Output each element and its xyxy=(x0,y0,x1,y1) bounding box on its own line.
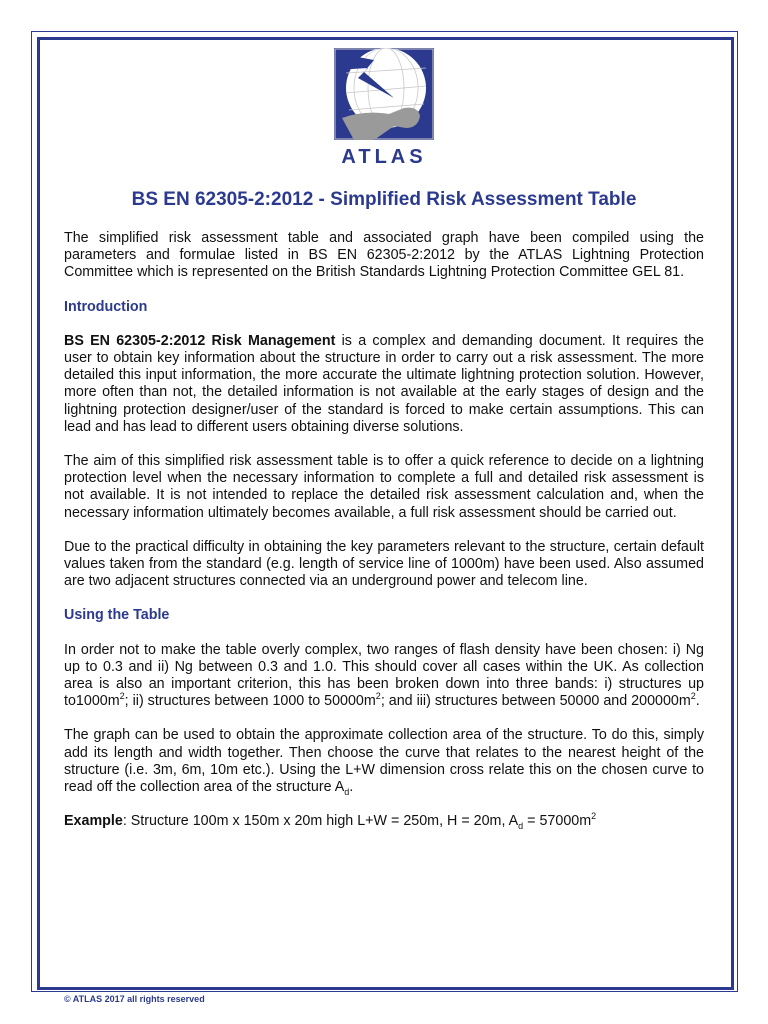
introduction-heading: Introduction xyxy=(64,298,148,315)
example-label: Example xyxy=(64,813,123,830)
document-title: BS EN 62305-2:2012 - Simplified Risk Assessment Table xyxy=(131,189,637,210)
paragraph-text: = 57000m xyxy=(523,813,592,830)
bold-term: BS EN 62305-2:2012 Risk Management xyxy=(64,332,336,349)
paragraph-text: . xyxy=(349,779,354,796)
subscript: d xyxy=(344,786,350,797)
superscript: 2 xyxy=(690,691,696,702)
using-paragraph-1 xyxy=(64,642,704,711)
paragraph-text: In order not to make the table overly complex, two ranges of flash density have been chosen: i) Ng up to 0.3 and ii) Ng between 0.3 and 1.0. This should cover all cases within the UK. As collection area is also an important criterion, this has been broken down into three bands: i) structures up to1000m xyxy=(64,641,704,710)
introduction-paragraph-1 xyxy=(64,333,704,436)
example-paragraph xyxy=(64,813,704,830)
paragraph-text: is a complex and demanding document. It requires the user to obtain key information about the structure in order to carry out a risk assessment. The more detailed this input information, the more accurate the ultimate lightning protection solution. However, more often than not, the detailed information is not available at the early stages of design and the lightning protection designer/user of the standard is forced to make certain assumptions. This can lead and has lead to different users obtaining diverse solutions. xyxy=(64,332,705,435)
using-table-heading: Using the Table xyxy=(64,607,170,624)
using-paragraph-2 xyxy=(64,727,704,796)
svg-text:ATLAS: ATLAS xyxy=(341,146,427,168)
introduction-paragraph-3: Due to the practical difficulty in obtaining the key parameters relevant to the structure, certain default values taken from the standard (e.g. length of service line of 1000m) have been used. Also assumed are two adjacent structures connected via an underground power and telecom line. xyxy=(64,538,704,590)
superscript: 2 xyxy=(591,811,597,822)
introduction-paragraph-2: The aim of this simplified risk assessment table is to offer a quick reference to decide on a lightning protection level when the necessary information to complete a full and detailed risk assessment is not available. It is not intended to replace the detailed risk assessment calculation and, when the necessary information ultimately becomes available, a full risk assessment should be carried out. xyxy=(64,453,704,521)
atlas-logo xyxy=(334,48,434,168)
superscript: 2 xyxy=(119,691,125,702)
copyright-footer: © ATLAS 2017 all rights reserved xyxy=(64,994,205,1004)
paragraph-text: ; ii) structures between 1000 to 50000m xyxy=(124,693,376,710)
superscript: 2 xyxy=(375,691,381,702)
paragraph-text: : Structure 100m x 150m x 20m high L+W = 250m, H = 20m, A xyxy=(122,813,519,830)
document-body xyxy=(64,230,704,847)
paragraph-text: The graph can be used to obtain the approximate collection area of the structure. To do this, simply add its length and width together. Then choose the curve that relates to the nearest height of the structure (i.e. 3m, 6m, 10m etc.). Using the L+W dimension cross relate this on the chosen curve to read off the collection area of the structure A xyxy=(64,727,704,796)
subscript: d xyxy=(518,821,524,832)
intro-paragraph: The simplified risk assessment table and associated graph have been compiled using the parameters and formulae listed in BS EN 62305-2:2012 by the ATLAS Lightning Protection Committee which is represented on the British Standards Lightning Protection Committee GEL 81. xyxy=(64,230,704,281)
paragraph-text: . xyxy=(695,693,700,710)
paragraph-text: ; and iii) structures between 50000 and 200000m xyxy=(380,693,691,710)
